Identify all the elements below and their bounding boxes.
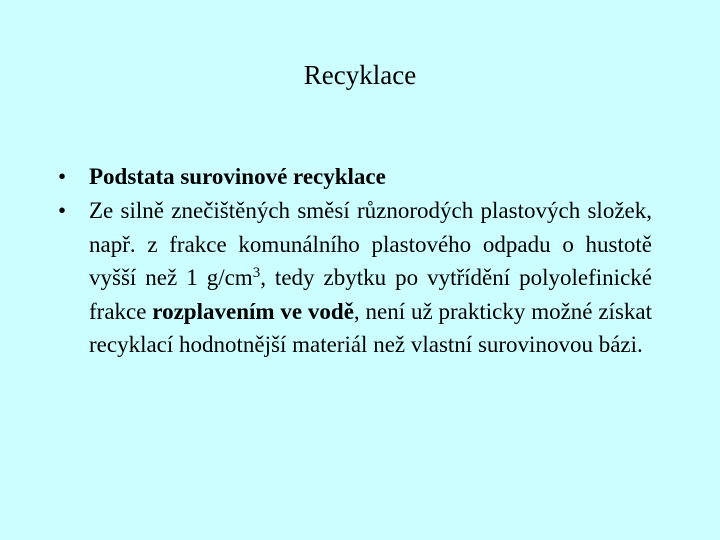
bullet-icon: •	[58, 198, 67, 224]
bullet-item-surovinova-recyklace	[58, 160, 652, 193]
slide-title: Recyklace	[303, 60, 417, 90]
unit-superscript: 3	[252, 265, 261, 282]
bullet-list	[58, 160, 652, 361]
paragraph-text-part-3: , není už prakticky možné získat recyklací hodnotnější materiál než vlastní surovinovou bázi.	[89, 298, 652, 358]
emphasis-text: rozplavením ve vodě	[152, 298, 354, 324]
paragraph-text-part-2: , tedy zbytku po vytřídění polyolefinické frakce	[89, 265, 652, 324]
bullet-paragraph	[89, 194, 652, 361]
bullet-item-recycling-description	[58, 194, 652, 361]
paragraph-text-part-1: Ze silně znečištěných směsí různorodých plastových složek, např. z frakce komunálního plastového odpadu o hustotě vyšší než 1 g/cm	[89, 198, 652, 291]
bullet-text: Podstata surovinové recyklace	[89, 164, 386, 189]
bullet-icon: •	[58, 164, 67, 189]
